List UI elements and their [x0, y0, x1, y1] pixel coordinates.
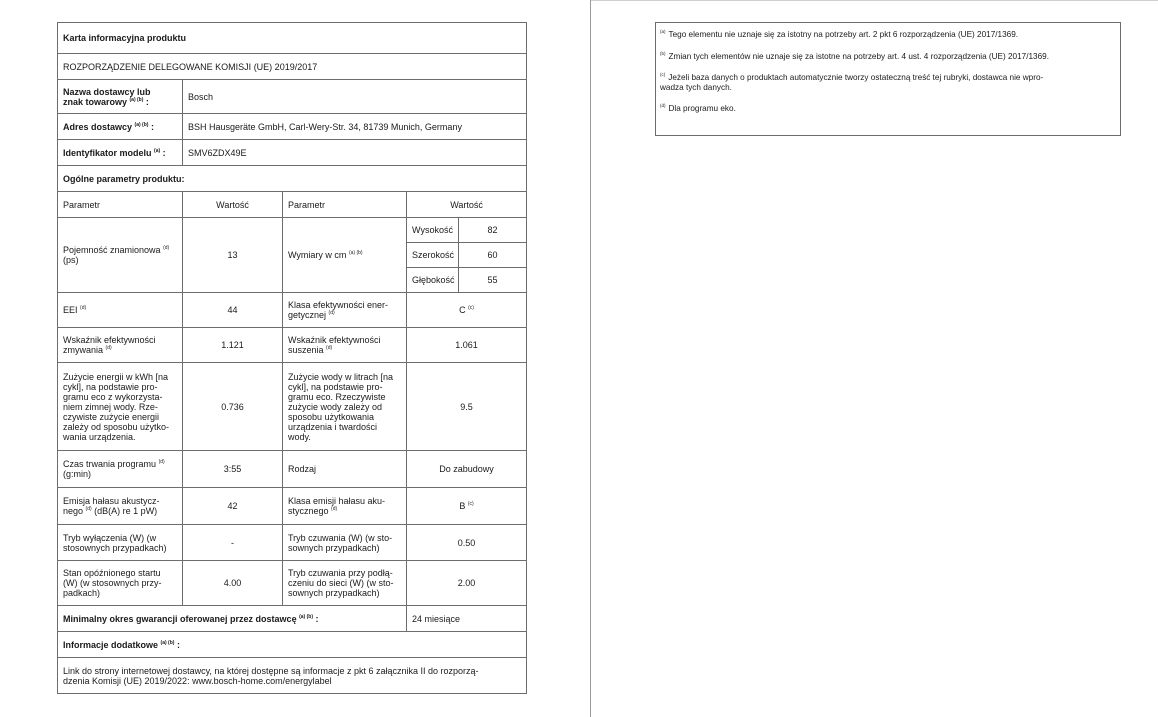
regulation-text: ROZPORZĄDZENIE DELEGOWANE KOMISJI (UE) 2019/2017	[58, 54, 527, 80]
noise-value: 42	[183, 488, 283, 525]
energy-use-label: Zużycie energii w kWh [na cykl], na podstawie pro- gramu eco z wykorzysta- niem zimnej wody. Rze- czywiste zużycie energii zależy od sposobu użytko- wania urządzenia.	[58, 363, 183, 451]
eei-label: EEI $^{(d)}$	[58, 293, 183, 328]
supplier-value: Bosch	[183, 80, 527, 114]
page-edge	[591, 0, 1158, 1]
footnote-c: $^{(c)}$ Jeżeli baza danych o produktach automatycznie tworzy ostateczną treść tej rubryki, dostawca nie wpro- wadza tych danych.	[660, 72, 1044, 92]
capacity-label: Pojemność znamionowa $^{(d)}$ (ps)	[58, 218, 183, 293]
col-value-1: Wartość	[183, 192, 283, 218]
page-divider	[590, 0, 591, 717]
depth-label: Głębokość	[407, 268, 459, 293]
energy-use-value: 0.736	[183, 363, 283, 451]
footnote-d: $^{(d)}$ Dla programu eko.	[660, 103, 736, 113]
footnote-b: $^{(b)}$ Zmian tych elementów nie uznaje się za istotne na potrzeby art. 4 ust. 4 rozporządzenia (UE) 2017/1369.	[660, 50, 1049, 61]
type-label: Rodzaj	[283, 451, 407, 488]
noise-class-label: Klasa emisji hałasu aku- stycznego $^{(d)}$	[283, 488, 407, 525]
additional-info-label: Informacje dodatkowe $^{(a) (b)}$ :	[58, 632, 527, 658]
energy-label-link: Link do strony internetowej dostawcy, na której dostępne są informacje z pkt 6 załącznika II do rozporzą- dzenia Komisji (UE) 2019/2022: www.bosch-home.com/energylabel	[58, 658, 527, 694]
noise-class-value: B $^{(c)}$	[407, 488, 527, 525]
delay-start-label: Stan opóźnionego startu (W) (w stosownych przy- padkach)	[58, 561, 183, 606]
col-param-2: Parametr	[283, 192, 407, 218]
duration-value: 3:55	[183, 451, 283, 488]
duration-label: Czas trwania programu $^{(d)}$ (g:min)	[58, 451, 183, 488]
noise-label: Emisja hałasu akustycz- nego $^{(d)}$ (dB(A) re 1 pW)	[58, 488, 183, 525]
depth-value: 55	[459, 268, 527, 293]
model-value: SMV6ZDX49E	[183, 140, 527, 166]
product-info-table	[57, 22, 527, 694]
footnotes-box	[655, 22, 1121, 136]
energy-class-value: C $^{(c)}$	[407, 293, 527, 328]
col-param-1: Parametr	[58, 192, 183, 218]
general-params-header: Ogólne parametry produktu:	[58, 166, 527, 192]
water-use-value: 9.5	[407, 363, 527, 451]
capacity-value: 13	[183, 218, 283, 293]
guarantee-label: Minimalny okres gwarancji oferowanej przez dostawcę $^{(a) (b)}$ :	[58, 606, 407, 632]
standby-label: Tryb czuwania (W) (w sto- sownych przypadkach)	[283, 525, 407, 561]
cleaning-label: Wskaźnik efektywności zmywania $^{(d)}$	[58, 328, 183, 363]
height-label: Wysokość	[407, 218, 459, 243]
guarantee-value: 24 miesiące	[407, 606, 527, 632]
address-value: BSH Hausgeräte GmbH, Carl-Wery-Str. 34, 81739 Munich, Germany	[183, 114, 527, 140]
networked-standby-value: 2.00	[407, 561, 527, 606]
height-value: 82	[459, 218, 527, 243]
drying-label: Wskaźnik efektywności suszenia $^{(d)}$	[283, 328, 407, 363]
off-mode-value: -	[183, 525, 283, 561]
drying-value: 1.061	[407, 328, 527, 363]
water-use-label: Zużycie wody w litrach [na cykl], na podstawie pro- gramu eco. Rzeczywiste zużycie wody zależy od sposobu użytkowania urządzenia i twardości wody.	[283, 363, 407, 451]
width-value: 60	[459, 243, 527, 268]
card-title: Karta informacyjna produktu	[58, 23, 527, 54]
off-mode-label: Tryb wyłączenia (W) (w stosownych przypadkach)	[58, 525, 183, 561]
standby-value: 0.50	[407, 525, 527, 561]
address-label: Adres dostawcy $^{(a) (b)}$ :	[58, 114, 183, 140]
delay-start-value: 4.00	[183, 561, 283, 606]
width-label: Szerokość	[407, 243, 459, 268]
dimensions-label: Wymiary w cm $^{(a) (b)}$	[283, 218, 407, 293]
model-label: Identyfikator modelu $^{(a)}$ :	[58, 140, 183, 166]
supplier-label: Nazwa dostawcy lub znak towarowy $^{(a) (b)}$ :	[58, 80, 183, 114]
energy-class-label: Klasa efektywności ener- getycznej $^{(d)}$	[283, 293, 407, 328]
networked-standby-label: Tryb czuwania przy podłą- czeniu do sieci (W) (w sto- sownych przypadkach)	[283, 561, 407, 606]
cleaning-value: 1.121	[183, 328, 283, 363]
col-value-2: Wartość	[407, 192, 527, 218]
footnote-a: $^{(a)}$ Tego elementu nie uznaje się za istotny na potrzeby art. 2 pkt 6 rozporządzenia (UE) 2017/1369.	[660, 29, 1019, 39]
eei-value: 44	[183, 293, 283, 328]
type-value: Do zabudowy	[407, 451, 527, 488]
